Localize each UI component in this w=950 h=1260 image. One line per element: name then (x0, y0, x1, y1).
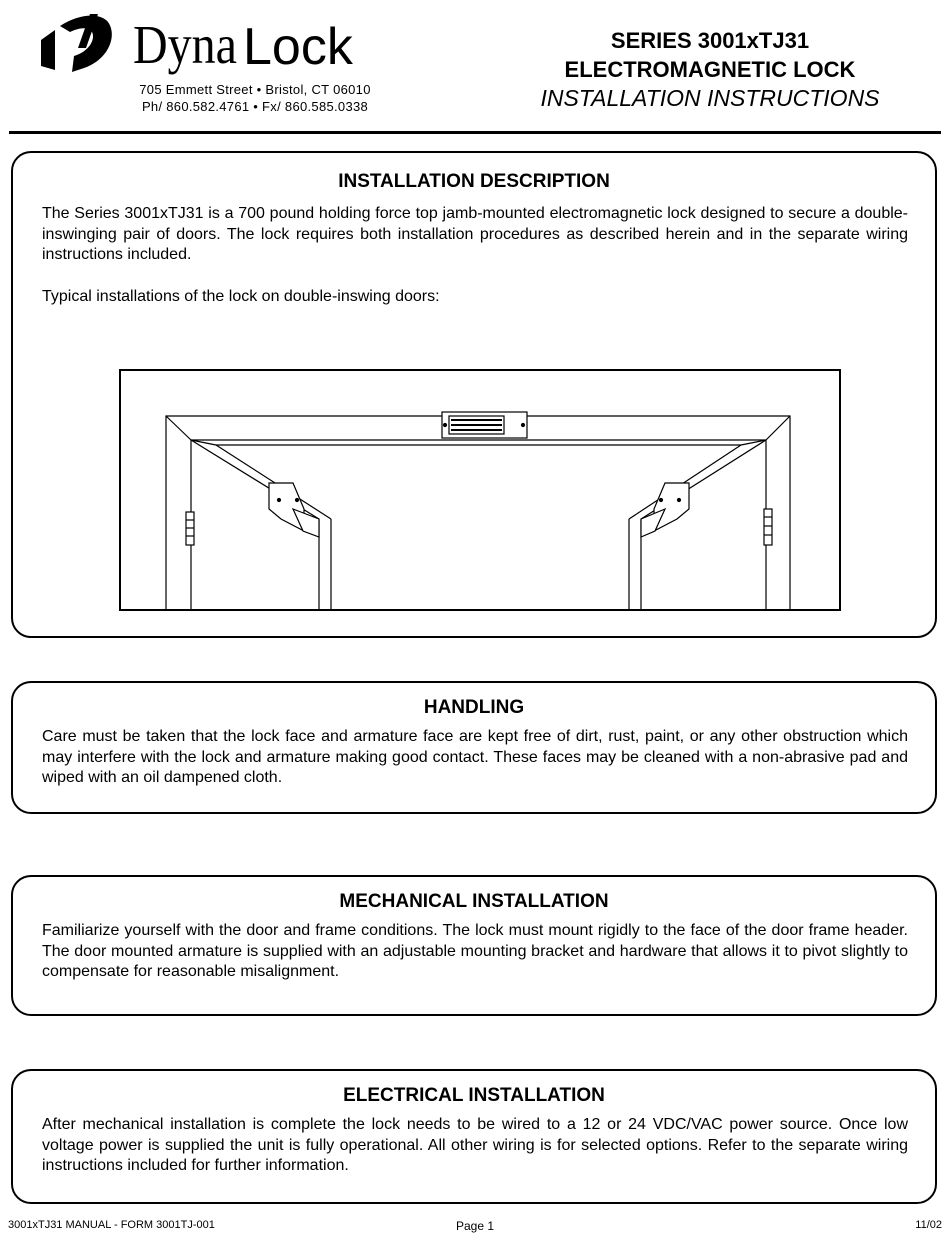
section-heading: MECHANICAL INSTALLATION (339, 891, 609, 912)
section-mechanical-installation (11, 875, 937, 1016)
section-heading: HANDLING (423, 697, 525, 718)
phone-line: Ph/ 860.582.4761 • Fx/ 860.585.0338 (141, 99, 369, 114)
address-line: 705 Emmett Street • Bristol, CT 06010 (139, 82, 371, 97)
section-paragraph: Care must be taken that the lock face and armature face are kept free of dirt, rust, paint, or any other obstruction which may interfere with the lock and armature making good contact. These faces may be cleaned with a non-abrasive pad and wiped with an oil dampened cloth. (42, 728, 908, 786)
svg-text:Lock: Lock (243, 18, 353, 76)
title-series: SERIES 3001xTJ31 (610, 28, 810, 53)
section-paragraph: After mechanical installation is complete the lock needs to be wired to a 12 or 24 VDC/VAC power source. Once low voltage power is supplied the unit is fully operational. All other wiring is for selected options. Refer to the separate wiring instructions included for further information. (42, 1116, 908, 1174)
section-heading: ELECTRICAL INSTALLATION (343, 1085, 605, 1106)
footer-page-number: Page 1 (456, 1219, 495, 1233)
section-paragraph: The Series 3001xTJ31 is a 700 pound holding force top jamb-mounted electromagnetic lock designed to secure a double-inswinging pair of doors. The lock requires both installation procedures as described herein and in the separate wiring instructions included. (42, 205, 908, 263)
title-instructions: INSTALLATION INSTRUCTIONS (540, 85, 880, 111)
section-paragraph: Familiarize yourself with the door and frame conditions. The lock must mount rigidly to the face of the door frame header. The door mounted armature is supplied with an adjustable mounting bracket and hardware that allows it to pivot slightly to compensate for reasonable misalignment. (42, 922, 908, 980)
section-handling (11, 681, 937, 814)
section-electrical-installation (11, 1069, 937, 1204)
header-divider (9, 131, 941, 134)
svg-text:Dyna: Dyna (133, 15, 237, 77)
document-title (500, 26, 920, 113)
footer-date: 11/02 (915, 1219, 942, 1231)
door-installation-diagram (119, 369, 843, 620)
dynalock-logo (38, 8, 383, 78)
section-paragraph: Typical installations of the lock on double-inswing doors: (42, 288, 440, 305)
footer-form-number: 3001xTJ31 MANUAL - FORM 3001TJ-001 (8, 1219, 215, 1231)
section-installation-description (11, 151, 937, 638)
title-product: ELECTROMAGNETIC LOCK (564, 57, 856, 82)
section-heading: INSTALLATION DESCRIPTION (338, 171, 610, 192)
